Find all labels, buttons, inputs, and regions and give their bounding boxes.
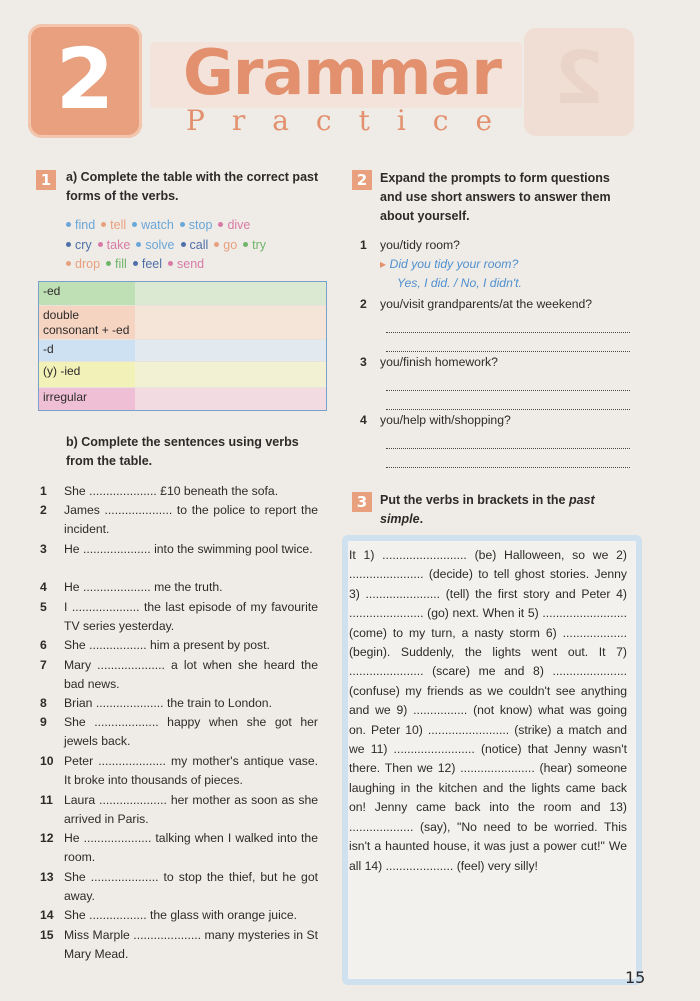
question-item <box>360 236 630 293</box>
verb-item <box>218 216 250 236</box>
sentence-text: He .................... into the swimming pool twice. <box>64 542 313 556</box>
answer-cell[interactable] <box>135 306 326 339</box>
sentence-item <box>40 752 318 791</box>
item-number: 11 <box>40 793 53 807</box>
sentence-item <box>40 501 318 540</box>
verb-item <box>214 236 237 256</box>
table-row <box>39 362 326 388</box>
sentence-text: She ................. him a present by post. <box>64 638 270 652</box>
example-answer: Yes, I did. / No, I didn't. <box>397 276 522 290</box>
sentence-item <box>40 694 318 713</box>
sentence-item <box>40 482 318 501</box>
page-number: 15 <box>625 968 646 987</box>
story-text: It 1) ......................... (be) Halloween, so we 2) ...................... (decide) to tell ghost stories. Jenny 3) ...................... (tell) the first story and Peter 4) ...................... (go) next. When it 5) ......................... (come) to my turn, a nasty storm 6) ................... (begin). Suddenly, the lights went out. It 7) ...................... (scare) me and 8) ...................... (confuse) my friends as we couldn't see anything and we 9) ................ (not know) what was going on. Peter 10) ........................ (strike) a match and we 11) ........................ (notice) that Jenny wasn't there. Then we 12) ...................... (hear) someone laughing in the kitchen and the lights came back on! Jenny came back into the room and 13) ................... (say), "No need to be worried. This isn't a haunted house, it was just a power cut!" We all 14) .................... (feel) very silly! <box>349 548 627 873</box>
sentence-item <box>40 656 318 695</box>
unit-number: 2 <box>55 30 115 128</box>
answer-cell[interactable] <box>135 362 326 387</box>
row-label: (y) -ied <box>39 362 135 387</box>
verb-text: tell <box>110 218 127 232</box>
sentence-text: Miss Marple .................... many mysteries in St Mary Mead. <box>64 928 318 962</box>
sentence-text: James .................... to the police to report the incident. <box>64 503 318 537</box>
row-label: -ed <box>39 282 135 305</box>
sentence-text: She ................. the glass with orange juice. <box>64 908 298 922</box>
sentence-text: He .................... me the truth. <box>64 580 223 594</box>
row-label: -d <box>39 340 135 361</box>
verb-item <box>66 255 100 275</box>
answer-line[interactable] <box>386 391 630 410</box>
verb-text: take <box>106 237 131 252</box>
verb-item <box>136 236 174 256</box>
item-number: 3 <box>40 542 47 556</box>
item-number: 9 <box>40 715 47 729</box>
answer-cell[interactable] <box>135 340 326 361</box>
exercise-2-badge: 2 <box>352 170 372 190</box>
bullet-icon <box>98 242 103 247</box>
item-number: 13 <box>40 870 54 884</box>
row-label: irregular <box>39 388 135 410</box>
bullet-icon <box>180 222 185 227</box>
sentence-text: Brian .................... the train to London. <box>64 696 272 710</box>
question-item <box>360 353 630 410</box>
sentence-item <box>40 926 318 965</box>
past-forms-table <box>38 281 327 411</box>
verb-text: watch <box>141 218 174 232</box>
verb-text: fill <box>115 257 127 271</box>
ghost-number-box <box>524 28 634 136</box>
verb-item <box>181 236 209 256</box>
sentence-text: He .................... talking when I walked into the room. <box>64 831 318 865</box>
sentence-item <box>40 868 318 907</box>
verb-text: stop <box>188 218 213 232</box>
verb-text: send <box>177 257 205 271</box>
sentence-item <box>40 829 318 868</box>
answer-line[interactable] <box>386 430 630 449</box>
verb-list <box>66 216 336 275</box>
verb-text: go <box>223 237 238 252</box>
verb-item <box>133 255 162 275</box>
verb-text: cry <box>75 237 92 252</box>
answer-line[interactable] <box>386 314 630 333</box>
item-number: 10 <box>40 754 54 768</box>
bullet-icon <box>133 261 138 266</box>
sentence-text: She ................... happy when she got her jewels back. <box>64 715 318 749</box>
sentence-item <box>40 906 318 925</box>
table-row <box>39 340 326 362</box>
exercise-3-instruction <box>380 491 630 529</box>
bullet-icon <box>214 242 219 247</box>
sentence-item <box>40 598 318 637</box>
bullet-icon <box>132 222 137 227</box>
exercise-1b-instruction: b) Complete the sentences using verbs from the table. <box>66 435 299 468</box>
instruction-text: Put the verbs in brackets in the <box>380 493 569 507</box>
instruction-text: . <box>419 512 424 526</box>
verb-item <box>66 236 92 256</box>
answer-cell[interactable] <box>135 282 326 305</box>
item-number: 3 <box>360 355 367 369</box>
question-item <box>360 295 630 352</box>
exercise-2-instruction: Expand the prompts to form questions and use short answers to answer them about yourself. <box>380 171 611 223</box>
table-row <box>39 282 326 306</box>
verb-item <box>98 236 131 256</box>
bullet-icon <box>66 242 71 247</box>
verb-text: solve <box>145 237 175 252</box>
sentence-text: Peter .................... my mother's antique vase. It broke into thousands of pieces. <box>64 754 318 788</box>
sentence-text: Mary .................... a lot when she heard the bad news. <box>64 658 318 692</box>
exercise-3-badge: 3 <box>352 492 372 512</box>
bullet-icon <box>136 242 141 247</box>
item-prompt: you/tidy room? <box>380 238 460 252</box>
item-number: 2 <box>40 503 47 517</box>
page-title: Grammar <box>183 36 501 109</box>
sentence-item <box>40 713 318 752</box>
answer-line[interactable] <box>386 333 630 352</box>
bullet-icon <box>168 261 173 266</box>
exercise-1a-instruction: a) Complete the table with the correct past forms of the verbs. <box>66 170 319 203</box>
unit-number-box <box>28 24 142 138</box>
item-number: 1 <box>360 238 367 252</box>
table-row <box>39 306 326 340</box>
verb-item <box>243 236 266 256</box>
instruction-emphasis: past simple <box>380 493 595 526</box>
exercise-1-badge: 1 <box>36 170 56 190</box>
row-label: double consonant + -ed <box>39 306 135 339</box>
item-number: 14 <box>40 908 54 922</box>
sentence-text: I .................... the last episode of my favourite TV series yesterday. <box>64 600 318 634</box>
sentence-item <box>40 636 318 655</box>
sentence-item <box>40 578 318 597</box>
bullet-icon <box>218 222 223 227</box>
item-number: 7 <box>40 658 47 672</box>
bullet-icon <box>66 261 71 266</box>
bullet-icon <box>106 261 111 266</box>
verb-text: feel <box>141 257 162 271</box>
verb-text: call <box>189 237 209 252</box>
bullet-icon <box>101 222 106 227</box>
item-number: 8 <box>40 696 47 710</box>
sentence-item <box>40 540 318 559</box>
verb-text: find <box>75 218 96 232</box>
verb-item <box>180 216 213 236</box>
item-prompt: you/visit grandparents/at the weekend? <box>380 297 593 311</box>
item-number: 15 <box>40 928 54 942</box>
question-item <box>360 411 630 468</box>
verb-text: dive <box>227 218 251 232</box>
verb-item <box>132 216 174 236</box>
verb-item <box>106 255 127 275</box>
bullet-icon <box>181 242 186 247</box>
example-question: Did you tidy your room? <box>389 257 519 271</box>
arrow-icon: ▸ <box>380 257 390 271</box>
ghost-number: 2 <box>553 36 605 120</box>
verb-text: drop <box>75 257 101 271</box>
bullet-icon <box>66 222 71 227</box>
item-number: 4 <box>360 413 367 427</box>
sentence-text: She .................... £10 beneath the sofa. <box>64 484 279 498</box>
sentence-item <box>40 791 318 830</box>
item-number: 6 <box>40 638 47 652</box>
answer-line[interactable] <box>386 372 630 391</box>
item-prompt: you/finish homework? <box>380 355 498 369</box>
item-number: 2 <box>360 297 367 311</box>
page-subtitle: Practice <box>186 104 520 137</box>
verb-item <box>101 216 126 236</box>
verb-text: try <box>252 237 267 252</box>
item-number: 4 <box>40 580 47 594</box>
answer-cell[interactable] <box>135 388 326 410</box>
item-number: 5 <box>40 600 47 614</box>
table-row <box>39 388 326 410</box>
verb-item <box>168 255 204 275</box>
item-number: 1 <box>40 484 47 498</box>
bullet-icon <box>243 242 248 247</box>
answer-line[interactable] <box>386 449 630 468</box>
item-number: 12 <box>40 831 54 845</box>
sentence-text: She .................... to stop the thief, but he got away. <box>64 870 318 904</box>
verb-item <box>66 216 95 236</box>
item-prompt: you/help with/shopping? <box>380 413 511 427</box>
sentence-text: Laura .................... her mother as soon as she arrived in Paris. <box>64 793 318 827</box>
